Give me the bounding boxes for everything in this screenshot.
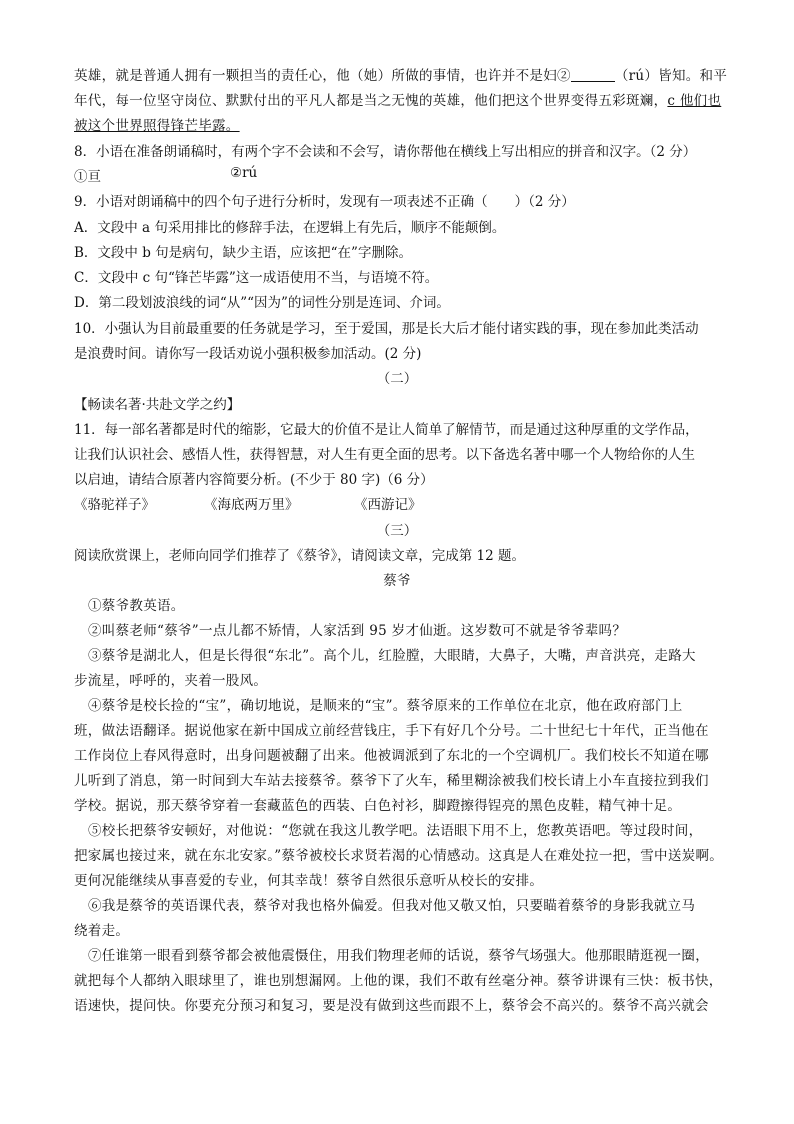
passage-line-2: [74, 89, 721, 109]
paragraph-7: ⑦任谁第一眼看到蔡爷都会被他震慑住，用我们物理老师的话说，蔡爷气场强大。他那眼睛逛视一圈，: [88, 948, 709, 964]
passage-text: 英雄，就是普通人拥有一颗担当的责任心，他（她）所做的事情，也许并不是妇②: [74, 68, 571, 84]
paragraph-7-cont: 就把每个人都纳入眼球里了，谁也别想漏网。上他的课，我们不敢有丝毫分神。蔡爷讲课有三快：板书快，: [74, 973, 723, 989]
book-option-1: 《骆驼祥子》: [74, 497, 155, 513]
paragraph-6: ⑥我是蔡爷的英语课代表，蔡爷对我也格外偏爱。但我对他又敬又怕，只要瞄着蔡爷的身影我就立马: [88, 898, 696, 914]
paragraph-4-cont: 学校。据说，那天蔡爷穿着一套藏蓝色的西装、白色衬衫，脚蹬擦得锃亮的黑色皮鞋，精气神十足。: [74, 798, 682, 814]
q8-option-2: ②rú: [230, 165, 258, 181]
section-title: 【畅读名著·共赴文学之约】: [74, 397, 241, 413]
section-heading-3: （三）: [376, 523, 418, 539]
paragraph-4-cont: 儿听到了消息，第一时间到大车站去接蔡爷。蔡爷下了火车，稀里糊涂被我们校长请上小车直接拉到我们: [74, 773, 709, 789]
q9-option-c[interactable]: C．文段中 c 句“锋芒毕露”这一成语使用不当，与语境不符。: [74, 270, 439, 286]
paragraph-5-cont: 更何况能继续从事喜爱的专业，何其幸哉！蔡爷自然很乐意听从校长的安排。: [74, 873, 544, 889]
passage-text: 年代，每一位坚守岗位、默默付出的平凡人都是当之无愧的英雄，他们把这个世界变得五彩斑斓，: [74, 93, 668, 109]
underlined-sentence: c 他们也: [667, 93, 722, 109]
paragraph-1: ①蔡爷教英语。: [88, 598, 185, 614]
q8-option-1: ①亘: [74, 169, 101, 185]
q9-option-d[interactable]: D．第二段划波浪线的词“从”“因为”的词性分别是连词、介词。: [74, 295, 450, 311]
question-9: 9．小语对朗诵稿中的四个句子进行分析时，发现有一项表述不正确（ ）（2 分）: [74, 194, 575, 210]
paragraph-4-cont: 工作岗位上春风得意时，出身问题被翻了出来。他被调派到了东北的一个空调机厂。我们校长不知道在哪: [74, 748, 709, 764]
book-option-3: 《西游记》: [354, 497, 422, 513]
question-8: 8．小语在准备朗诵稿时，有两个字不会读和不会写，请你帮他在横线上写出相应的拼音和汉字。（2 分）: [74, 144, 697, 160]
paragraph-5-cont: 把家属也接过来，就在东北安家。”蔡爷被校长求贤若渴的心情感动。这真是人在难处拉一把，雪中送炭啊。: [74, 848, 724, 864]
question-10-cont: 是浪费时间。请你写一段话劝说小强积极参加活动。(2 分): [74, 346, 422, 362]
passage-line-3: 被这个世界照得锋芒毕露。: [74, 118, 240, 134]
answer-blank[interactable]: [571, 68, 615, 82]
q9-option-b[interactable]: B．文段中 b 句是病句，缺少主语，应该把“在”字删除。: [74, 245, 412, 261]
paragraph-2: ②叫蔡老师“蔡爷”一点儿都不矫情，人家活到 95 岁才仙逝。这岁数可不就是爷爷辈吗？: [88, 623, 627, 639]
question-11: 11．每一部名著都是时代的缩影，它最大的价值不是让人简单了解情节，而是通过这种厚重的文学作品，: [74, 422, 699, 438]
book-option-2: 《海底两万里》: [204, 497, 299, 513]
q9-option-a[interactable]: A．文段中 a 句采用排比的修辞手法，在逻辑上有先后，顺序不能颠倒。: [74, 220, 506, 236]
section-heading-2: （二）: [376, 371, 418, 387]
question-10: 10．小强认为目前最重要的任务就是学习，至于爱国，那是长大后才能付诸实践的事，现在参加此类活动: [74, 321, 699, 337]
paragraph-7-cont: 语速快，提问快。你要充分预习和复习，要是没有做到这些而跟不上，蔡爷会不高兴的。蔡爷不高兴就会: [74, 998, 709, 1014]
article-title: 蔡爷: [383, 573, 411, 589]
paragraph-4: ④蔡爷是校长捡的“宝”，确切地说，是顺来的“宝”。蔡爷原来的工作单位在北京，他在政府部门上: [88, 698, 683, 714]
paragraph-5: ⑤校长把蔡爷安顿好，对他说：“您就在我这儿教学吧。法语眼下用不上，您教英语吧。等过段时间，: [88, 823, 703, 839]
reading-intro: 阅读欣赏课上，老师向同学们推荐了《蔡爷》，请阅读文章，完成第 12 题。: [74, 548, 526, 564]
paragraph-6-cont: 绕着走。: [74, 923, 130, 939]
paragraph-3: ③蔡爷是湖北人，但是长得很“东北”。高个儿，红脸膛，大眼睛，大鼻子，大嘴，声音洪亮，走路大: [88, 648, 696, 664]
passage-text: （rú）皆知。和平: [614, 68, 728, 84]
paragraph-4-cont: 班，做法语翻译。据说他家在新中国成立前经营钱庄，手下有好几个分号。二十世纪七十年代，正当他在: [74, 723, 709, 739]
passage-line-1: [74, 64, 727, 84]
question-11-cont: 让我们认识社会、感悟人性，获得智慧，对人生有更全面的思考。以下备选名著中哪一个人物给你的人生: [74, 447, 695, 463]
paragraph-3-cont: 步流星，呼呼的，夹着一股风。: [74, 673, 268, 689]
question-11-cont: 以启迪，请结合原著内容简要分析。(不少于 80 字)（6 分）: [74, 472, 434, 488]
